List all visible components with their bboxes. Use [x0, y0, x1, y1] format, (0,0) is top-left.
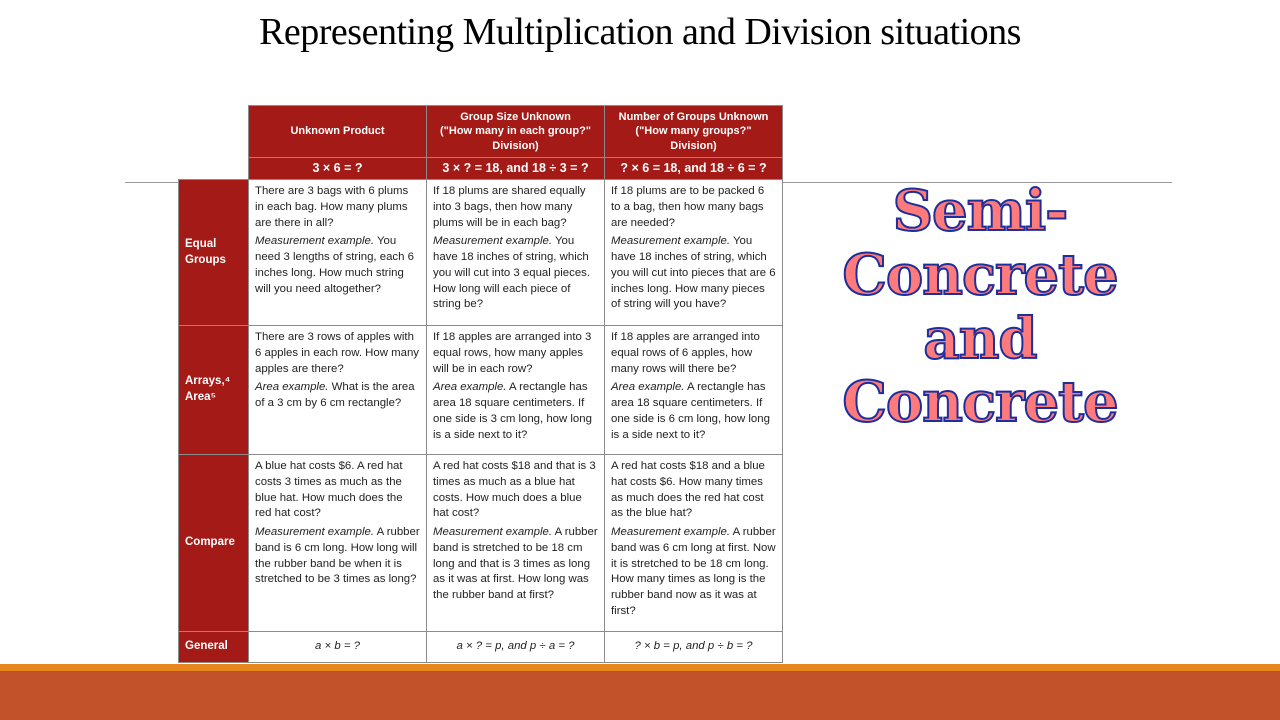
row-label: Compare	[179, 455, 249, 632]
column-equation: 3 × ? = 18, and 18 ÷ 3 = ?	[427, 157, 605, 179]
table-cell	[427, 326, 605, 455]
row-label: Equal Groups	[179, 180, 249, 326]
example-label: Measurement example.	[433, 235, 553, 248]
table-cell	[605, 180, 783, 326]
general-formula: ? × b = p, and p ÷ b = ?	[605, 632, 783, 663]
example-text: You have 18 inches of string, which you will cut into 3 equal pieces. How long will each piece of string be?	[433, 235, 591, 311]
corner-cell	[179, 106, 249, 158]
example-label: Area example.	[433, 381, 507, 394]
column-equation: 3 × 6 = ?	[249, 157, 427, 179]
heading-line: and	[923, 305, 1037, 372]
cell-text: If 18 apples are arranged into 3 equal rows, how many apples will be in each row?	[433, 331, 592, 375]
column-heading-title: Unknown Product	[290, 125, 385, 138]
table-cell	[605, 455, 783, 632]
column-heading	[427, 106, 605, 158]
example-text: A rectangle has area 18 square centimeters. If one side is 6 cm long, how long is a side next to it?	[611, 381, 770, 441]
column-heading-sub: ("How many in each group?" Division)	[440, 125, 591, 152]
corner-cell	[179, 157, 249, 179]
general-formula: a × ? = p, and p ÷ a = ?	[427, 632, 605, 663]
example-text: A rubber band is stretched to be 18 cm long and that is 3 times as long as it was at first. How long was the rubber band at first?	[433, 526, 598, 602]
situations-table	[178, 105, 782, 663]
table-row-compare	[179, 455, 783, 632]
column-equation: ? × 6 = 18, and 18 ÷ 6 = ?	[605, 157, 783, 179]
column-heading-title: Number of Groups Unknown	[618, 111, 769, 123]
heading-line: Concrete	[842, 241, 1118, 308]
row-label: Arrays,⁴ Area⁵	[179, 326, 249, 455]
example-label: Measurement example.	[255, 235, 375, 248]
example-text: A rubber band was 6 cm long at first. Now it is stretched to be 18 cm long. How many times as long is the rubber band now as it was at first?	[611, 526, 776, 617]
row-label: General	[179, 632, 249, 663]
table-row-equal-groups	[179, 180, 783, 326]
cell-text: A red hat costs $18 and a blue hat costs $6. How many times as much does the red hat cost as the blue hat?	[611, 460, 765, 520]
cell-text: If 18 plums are shared equally into 3 bags, then how many plums will be in each bag?	[433, 185, 586, 229]
example-text: What is the area of a 3 cm by 6 cm rectangle?	[255, 381, 415, 410]
table-cell	[427, 455, 605, 632]
example-text: You need 3 lengths of string, each 6 inches long. How much string will you need altogether?	[255, 235, 414, 295]
table-row-general	[179, 632, 783, 663]
example-label: Area example.	[255, 381, 329, 394]
slide-title: Representing Multiplication and Division situations	[259, 11, 1021, 53]
table-cell	[249, 180, 427, 326]
example-text: You have 18 inches of string, which you will cut into pieces that are 6 inches long. How many pieces of string will you have?	[611, 235, 776, 311]
semi-concrete-heading	[840, 180, 1120, 435]
table-cell	[605, 326, 783, 455]
example-label: Measurement example.	[611, 235, 731, 248]
column-heading-title: Group Size Unknown	[460, 111, 571, 123]
table-row-arrays-area	[179, 326, 783, 455]
column-heading-sub: ("How many groups?" Division)	[635, 125, 752, 152]
divider-left	[125, 182, 178, 183]
heading-line: Concrete	[842, 369, 1118, 436]
cell-text: If 18 plums are to be packed 6 to a bag, then how many bags are needed?	[611, 185, 765, 229]
cell-text: There are 3 rows of apples with 6 apples in each row. How many apples are there?	[255, 331, 419, 375]
table-cell	[427, 180, 605, 326]
example-text: A rectangle has area 18 square centimeters. If one side is 3 cm long, how long is a side next to it?	[433, 381, 592, 441]
cell-text: A red hat costs $18 and that is 3 times as much as a blue hat costs. How much does a blue hat cost?	[433, 460, 596, 520]
table-cell	[249, 326, 427, 455]
cell-text: A blue hat costs $6. A red hat costs 3 times as much as the blue hat. How much does the red hat cost?	[255, 460, 403, 520]
cell-text: There are 3 bags with 6 plums in each bag. How many plums are there in all?	[255, 185, 409, 229]
cell-text: If 18 apples are arranged into equal rows of 6 apples, how many rows will there be?	[611, 331, 760, 375]
footer-accent-bar	[0, 664, 1280, 671]
column-heading	[249, 106, 427, 158]
example-label: Measurement example.	[611, 526, 731, 539]
example-label: Area example.	[611, 381, 685, 394]
general-formula: a × b = ?	[249, 632, 427, 663]
example-label: Measurement example.	[433, 526, 553, 539]
example-label: Measurement example.	[255, 526, 375, 539]
column-heading	[605, 106, 783, 158]
equation-row	[179, 157, 783, 179]
example-text: A rubber band is 6 cm long. How long will the rubber band be when it is stretched to be 3 times as long?	[255, 526, 420, 586]
heading-line: Semi-	[892, 178, 1068, 244]
column-heading-row	[179, 106, 783, 158]
table-cell	[249, 455, 427, 632]
footer-bar	[0, 671, 1280, 720]
